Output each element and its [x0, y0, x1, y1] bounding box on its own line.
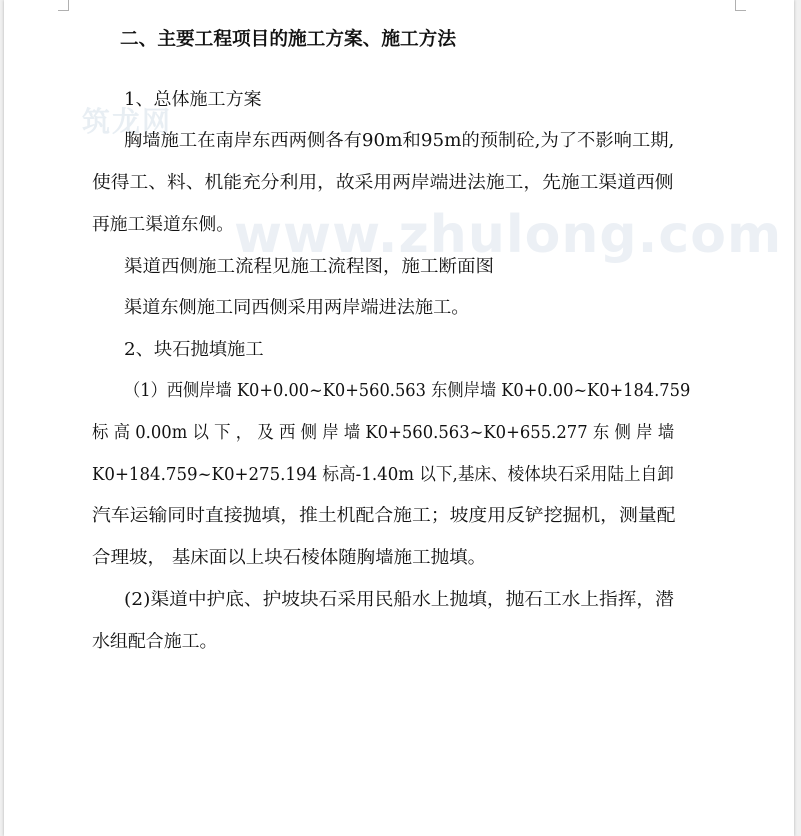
paragraph-line: (2)渠道中护底、护坡块石采用民船水上抛填，抛石工水上指挥，潜 — [124, 590, 674, 610]
watermark-url: www.zhulong.com — [234, 205, 783, 265]
paragraph-line: 标 高 0.00m 以 下 ， 及 西 侧 岸 墙 K0+560.563~K0+655.277 东 侧 岸 墙 — [92, 423, 675, 443]
paragraph-line: 合理坡， 基床面以上块石棱体随胸墙施工抛填。 — [92, 548, 487, 568]
paragraph-line: 水组配合施工。 — [92, 632, 218, 652]
paragraph-line: （1）西侧岸墙 K0+0.00~K0+560.563 东侧岸墙 K0+0.00~K0+184.759 — [124, 381, 691, 401]
watermark-logo: 筑龙网 — [82, 105, 173, 138]
document-page — [4, 0, 794, 836]
page-corner-mark-right — [735, 0, 746, 11]
subsection-title-rock-fill: 2、块石抛填施工 — [124, 340, 264, 360]
paragraph-line: 汽车运输同时直接抛填，推土机配合施工；坡度用反铲挖掘机，测量配 — [92, 506, 676, 526]
page-corner-mark-left — [58, 0, 69, 11]
paragraph-line: 渠道西侧施工流程见施工流程图，施工断面图 — [124, 257, 494, 277]
paragraph-line: 渠道东侧施工同西侧采用两岸端进法施工。 — [124, 298, 470, 318]
subsection-title-overall-plan: 1、总体施工方案 — [124, 90, 262, 110]
paragraph-line: 胸墙施工在南岸东西两侧各有90m和95m的预制砼,为了不影响工期, — [124, 131, 675, 151]
section-heading: 二、主要工程项目的施工方案、施工方法 — [120, 29, 457, 50]
paragraph-line: K0+184.759~K0+275.194 标高-1.40m 以下,基床、棱体块石采用陆上自卸 — [92, 465, 674, 485]
paragraph-line: 再施工渠道东侧。 — [92, 215, 234, 235]
paragraph-line: 使得工、料、机能充分利用，故采用两岸端进法施工，先施工渠道西侧 — [92, 173, 674, 193]
